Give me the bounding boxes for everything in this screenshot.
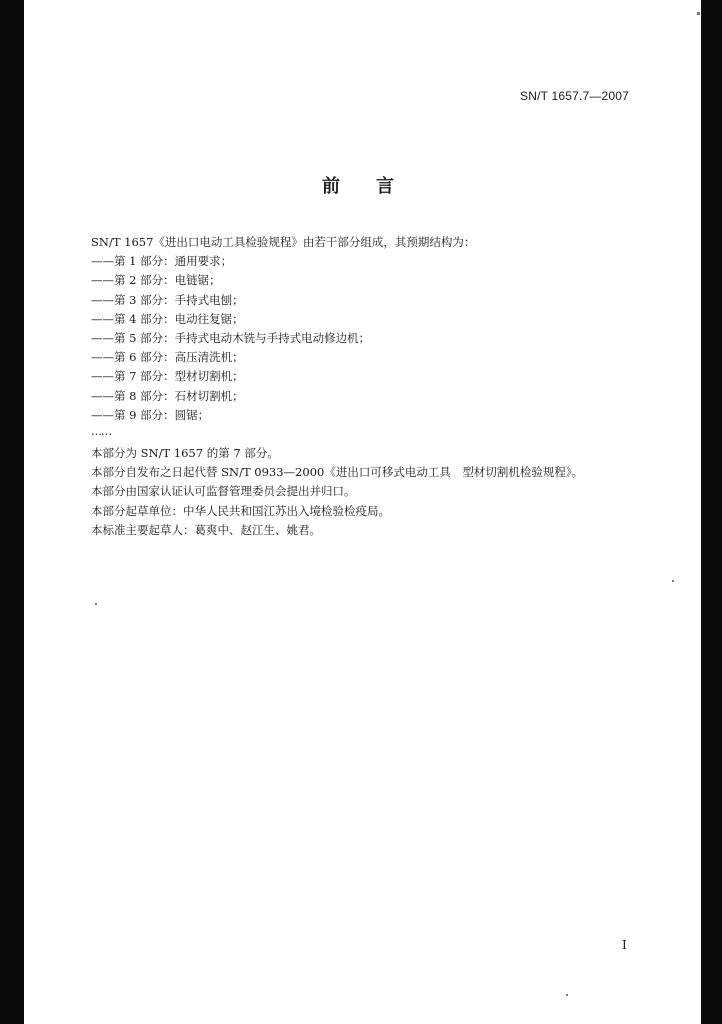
note-paragraph: 本部分由国家认证认可监督管理委员会提出并归口。 — [91, 484, 356, 499]
scan-border-left — [0, 0, 24, 1024]
part-item: ——第 6 部分：高压清洗机； — [91, 350, 244, 365]
intro-paragraph: SN/T 1657《进出口电动工具检验规程》由若干部分组成，其预期结构为： — [91, 235, 476, 249]
scan-speck — [672, 580, 674, 582]
scan-speck — [566, 994, 568, 996]
part-item: ——第 9 部分：圆锯； — [91, 407, 210, 422]
page-number: I — [622, 938, 627, 952]
note-paragraph: 本部分为 SN/T 1657 的第 7 部分。 — [91, 446, 279, 461]
part-item: ——第 2 部分：电链锯； — [91, 273, 221, 288]
note-paragraph: 本部分起草单位：中华人民共和国江苏出入境检验检疫局。 — [91, 503, 390, 518]
scan-speck — [697, 12, 700, 15]
note-paragraph: 本部分自发布之日起代替 SN/T 0933—2000《进出口可移式电动工具 型材切割机检验规程》。 — [91, 465, 584, 480]
part-item: ——第 8 部分：石材切割机； — [91, 388, 244, 403]
scan-speck — [95, 603, 97, 605]
part-item: ——第 3 部分：手持式电刨； — [91, 292, 244, 307]
document-code: SN/T 1657.7—2007 — [520, 89, 630, 103]
part-item: ——第 7 部分：型材切割机； — [91, 369, 244, 384]
page-title: 前言 — [322, 176, 430, 197]
foreword-body — [91, 233, 651, 540]
part-item: ——第 5 部分：手持式电动木铣与手持式电动修边机； — [91, 330, 371, 345]
part-item: ——第 1 部分：通用要求； — [91, 254, 233, 269]
scan-border-right — [701, 0, 722, 1024]
note-paragraph: 本标准主要起草人：葛爽中、赵江生、姚君。 — [91, 522, 321, 537]
part-item: ——第 4 部分：电动往复锯； — [91, 311, 244, 326]
ellipsis: …… — [91, 424, 111, 438]
